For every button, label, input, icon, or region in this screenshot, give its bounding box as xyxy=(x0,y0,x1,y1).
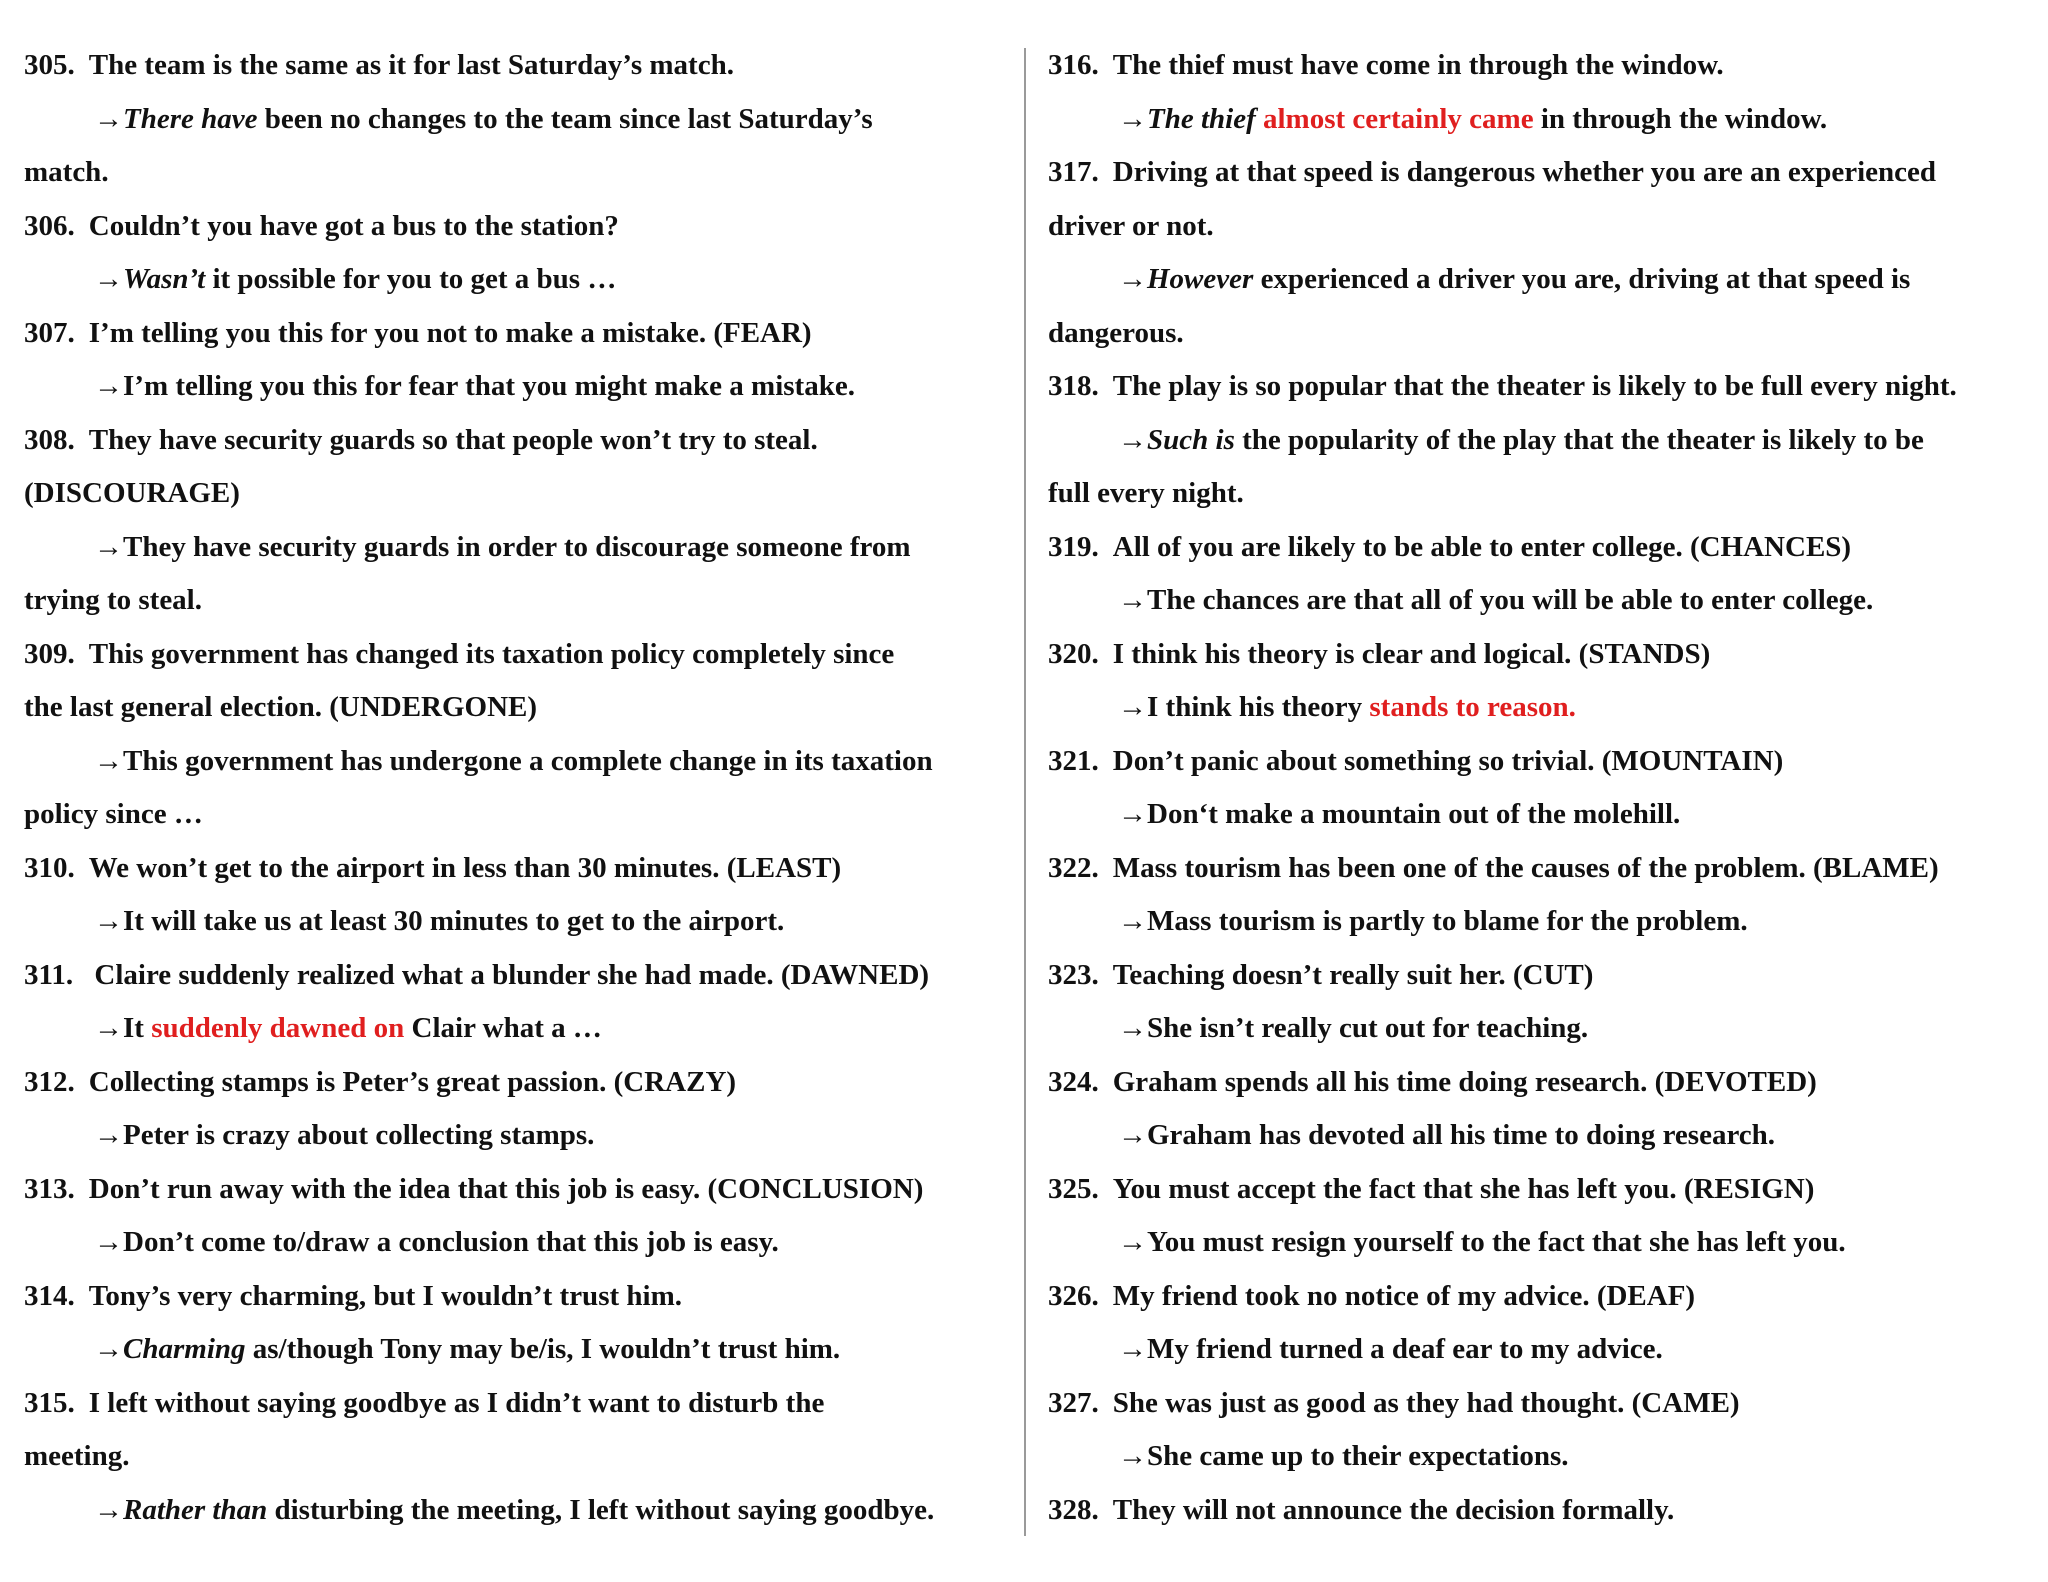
answer-line xyxy=(24,1114,1024,1168)
answer-text: →She isn’t really cut out for teaching. xyxy=(1118,1012,1589,1044)
answer-text: →They have security guards in order to discourage someone from xyxy=(94,530,911,563)
question-line xyxy=(24,205,1024,259)
question-text: They have security guards so that people won’t try to steal. xyxy=(88,423,818,456)
question-number: 313. xyxy=(24,1172,75,1205)
question-text: Tony’s very charming, but I wouldn’t trust him. xyxy=(88,1279,682,1312)
question-line xyxy=(24,419,1024,473)
answer-lead-phrase: Rather than xyxy=(123,1493,268,1526)
continuation-text: the last general election. (UNDERGONE) xyxy=(24,691,538,723)
question-text: I’m telling you this for you not to make a mistake. (FEAR) xyxy=(88,316,812,349)
question-text: She was just as good as they had thought. (CAME) xyxy=(1112,1386,1740,1419)
question-number: 312. xyxy=(24,1065,75,1098)
answer-highlight: stands to reason. xyxy=(1369,691,1576,723)
question-number: 325. xyxy=(1048,1172,1099,1205)
question-text: We won’t get to the airport in less than 30 minutes. (LEAST) xyxy=(88,851,842,884)
continuation-text: policy since … xyxy=(24,798,203,830)
question-number: 322. xyxy=(1048,851,1099,884)
continuation-text: full every night. xyxy=(1048,477,1244,509)
answer-text: it possible for you to get a bus … xyxy=(205,263,617,295)
answer-lead-phrase: Wasn’t xyxy=(123,263,206,295)
question-text: Couldn’t you have got a bus to the station? xyxy=(88,209,619,242)
answer-text: →This government has undergone a complete change in its taxation xyxy=(94,744,933,777)
continuation-line xyxy=(24,579,1024,633)
question-line xyxy=(24,954,1024,1008)
answer-line xyxy=(1048,98,2038,152)
question-text: The thief must have come in through the window. xyxy=(1112,49,1724,81)
answer-text: → xyxy=(1118,263,1147,295)
answer-text: →I’m telling you this for fear that you might make a mistake. xyxy=(94,370,855,402)
answer-line xyxy=(24,740,1024,794)
answer-lead-phrase: There have xyxy=(123,102,258,135)
answer-text: →Mass tourism is partly to blame for the problem. xyxy=(1118,905,1748,937)
answer-text: as/though Tony may be/is, I wouldn’t trust him. xyxy=(245,1333,841,1365)
answer-line xyxy=(1048,1328,2038,1382)
question-number: 306. xyxy=(24,209,75,242)
continuation-line xyxy=(24,1435,1024,1489)
answer-text: →She came up to their expectations. xyxy=(1118,1440,1569,1472)
question-text: They will not announce the decision formally. xyxy=(1112,1493,1675,1526)
question-line xyxy=(1048,1489,2038,1543)
question-text: All of you are likely to be able to enter college. (CHANCES) xyxy=(1112,530,1852,563)
question-number: 328. xyxy=(1048,1493,1099,1526)
question-number: 324. xyxy=(1048,1065,1099,1098)
answer-line xyxy=(1048,1007,2038,1061)
question-line xyxy=(1048,1061,2038,1115)
continuation-text: match. xyxy=(24,156,109,188)
answer-text: → xyxy=(1118,102,1147,135)
question-text: I think his theory is clear and logical. (STANDS) xyxy=(1112,637,1711,670)
answer-text: →Peter is crazy about collecting stamps. xyxy=(94,1119,595,1151)
answer-line xyxy=(24,258,1024,312)
answer-line xyxy=(1048,1114,2038,1168)
continuation-line xyxy=(24,686,1024,740)
question-line xyxy=(24,1382,1024,1436)
question-line xyxy=(24,312,1024,366)
answer-line xyxy=(24,365,1024,419)
question-text: Claire suddenly realized what a blunder she had made. (DAWNED) xyxy=(87,958,930,991)
question-text: Teaching doesn’t really suit her. (CUT) xyxy=(1112,958,1594,991)
question-text: The team is the same as it for last Saturday’s match. xyxy=(88,49,734,81)
answer-line xyxy=(1048,579,2038,633)
question-text: Don’t panic about something so trivial. (MOUNTAIN) xyxy=(1112,744,1784,777)
answer-text: been no changes to the team since last Saturday’s xyxy=(257,102,873,135)
question-text: Don’t run away with the idea that this job is easy. (CONCLUSION) xyxy=(88,1172,924,1205)
answer-text: →It will take us at least 30 minutes to get to the airport. xyxy=(94,905,785,937)
continuation-line xyxy=(1048,472,2038,526)
continuation-line xyxy=(1048,205,2038,259)
answer-highlight: suddenly dawned on xyxy=(151,1012,405,1044)
question-number: 323. xyxy=(1048,958,1099,991)
question-line xyxy=(1048,740,2038,794)
question-text: You must accept the fact that she has left you. (RESIGN) xyxy=(1112,1172,1815,1205)
question-line xyxy=(1048,1382,2038,1436)
question-number: 308. xyxy=(24,423,75,456)
question-text: I left without saying goodbye as I didn’t want to disturb the xyxy=(88,1386,825,1419)
answer-text: → xyxy=(94,1333,123,1365)
continuation-text: meeting. xyxy=(24,1440,130,1472)
answer-line xyxy=(1048,793,2038,847)
answer-line xyxy=(1048,1435,2038,1489)
question-line xyxy=(24,633,1024,687)
question-number: 314. xyxy=(24,1279,75,1312)
continuation-line xyxy=(24,472,1024,526)
question-line xyxy=(1048,633,2038,687)
answer-lead-phrase: Such is xyxy=(1147,423,1235,456)
question-text: Collecting stamps is Peter’s great passion. (CRAZY) xyxy=(88,1065,737,1098)
question-line xyxy=(24,1061,1024,1115)
column-divider xyxy=(1024,48,1026,1536)
question-number: 305. xyxy=(24,49,75,81)
answer-line xyxy=(1048,1221,2038,1275)
answer-text: →I think his theory xyxy=(1118,691,1370,723)
continuation-text: trying to steal. xyxy=(24,584,202,616)
answer-text: →Graham has devoted all his time to doing research. xyxy=(1118,1119,1776,1151)
answer-lead-phrase: However xyxy=(1147,263,1254,295)
question-text: The play is so popular that the theater is likely to be full every night. xyxy=(1112,370,1957,402)
answer-lead-phrase: Charming xyxy=(123,1333,246,1365)
answer-text: → xyxy=(94,263,123,295)
answer-text: →Don’t come to/draw a conclusion that this job is easy. xyxy=(94,1226,779,1258)
question-line xyxy=(1048,44,2038,98)
answer-text: →You must resign yourself to the fact that she has left you. xyxy=(1118,1226,1846,1258)
answer-text: the popularity of the play that the theater is likely to be xyxy=(1234,423,1924,456)
question-line xyxy=(1048,954,2038,1008)
question-line xyxy=(1048,1275,2038,1329)
question-line xyxy=(24,44,1024,98)
answer-text: experienced a driver you are, driving at that speed is xyxy=(1253,263,1911,295)
question-number: 327. xyxy=(1048,1386,1099,1419)
answer-line xyxy=(24,900,1024,954)
question-number: 318. xyxy=(1048,370,1099,402)
question-text: Mass tourism has been one of the causes of the problem. (BLAME) xyxy=(1112,851,1939,884)
continuation-text: driver or not. xyxy=(1048,209,1214,242)
answer-line xyxy=(24,1489,1024,1543)
answer-lead-phrase: The thief xyxy=(1147,102,1256,135)
answer-text: →It xyxy=(94,1012,152,1044)
question-text: My friend took no notice of my advice. (DEAF) xyxy=(1112,1279,1696,1312)
question-number: 310. xyxy=(24,851,75,884)
question-text: Graham spends all his time doing research. (DEVOTED) xyxy=(1112,1065,1817,1098)
answer-text: Clair what a … xyxy=(404,1012,602,1044)
question-number: 307. xyxy=(24,316,75,349)
answer-line xyxy=(24,1007,1024,1061)
question-number: 311. xyxy=(24,958,74,991)
answer-line xyxy=(1048,900,2038,954)
question-number: 321. xyxy=(1048,744,1099,777)
answer-line xyxy=(24,1328,1024,1382)
question-number: 317. xyxy=(1048,156,1099,188)
question-number: 309. xyxy=(24,637,75,670)
answer-text xyxy=(1256,103,1263,135)
continuation-line xyxy=(24,793,1024,847)
continuation-line xyxy=(1048,312,2038,366)
answer-highlight: almost certainly came xyxy=(1263,102,1534,135)
question-line xyxy=(24,847,1024,901)
right-column xyxy=(1048,44,2038,1542)
question-line xyxy=(24,1275,1024,1329)
continuation-text: (DISCOURAGE) xyxy=(24,477,240,509)
question-line xyxy=(1048,1168,2038,1222)
answer-text: → xyxy=(1118,423,1147,456)
answer-line xyxy=(1048,686,2038,740)
question-line xyxy=(24,1168,1024,1222)
answer-line xyxy=(24,98,1024,152)
continuation-text: dangerous. xyxy=(1048,316,1184,349)
question-line xyxy=(1048,151,2038,205)
question-number: 319. xyxy=(1048,530,1099,563)
answer-text: → xyxy=(94,102,123,135)
question-text: Driving at that speed is dangerous whether you are an experienced xyxy=(1112,156,1937,188)
question-text: This government has changed its taxation policy completely since xyxy=(88,637,895,670)
answer-text: disturbing the meeting, I left without saying goodbye. xyxy=(267,1493,935,1526)
answer-text: → xyxy=(94,1493,123,1526)
answer-text: →The chances are that all of you will be able to enter college. xyxy=(1118,584,1874,616)
answer-line xyxy=(1048,258,2038,312)
answer-text: →Don‘t make a mountain out of the molehill. xyxy=(1118,798,1681,830)
question-line xyxy=(1048,847,2038,901)
answer-line xyxy=(1048,419,2038,473)
question-number: 320. xyxy=(1048,637,1099,670)
question-number: 326. xyxy=(1048,1279,1099,1312)
answer-line xyxy=(24,526,1024,580)
answer-text: →My friend turned a deaf ear to my advice. xyxy=(1118,1333,1663,1365)
question-line xyxy=(1048,526,2038,580)
question-number: 315. xyxy=(24,1386,75,1419)
left-column xyxy=(24,44,1024,1542)
continuation-line xyxy=(24,151,1024,205)
question-line xyxy=(1048,365,2038,419)
question-number: 316. xyxy=(1048,49,1099,81)
answer-text: in through the window. xyxy=(1533,102,1828,135)
answer-line xyxy=(24,1221,1024,1275)
